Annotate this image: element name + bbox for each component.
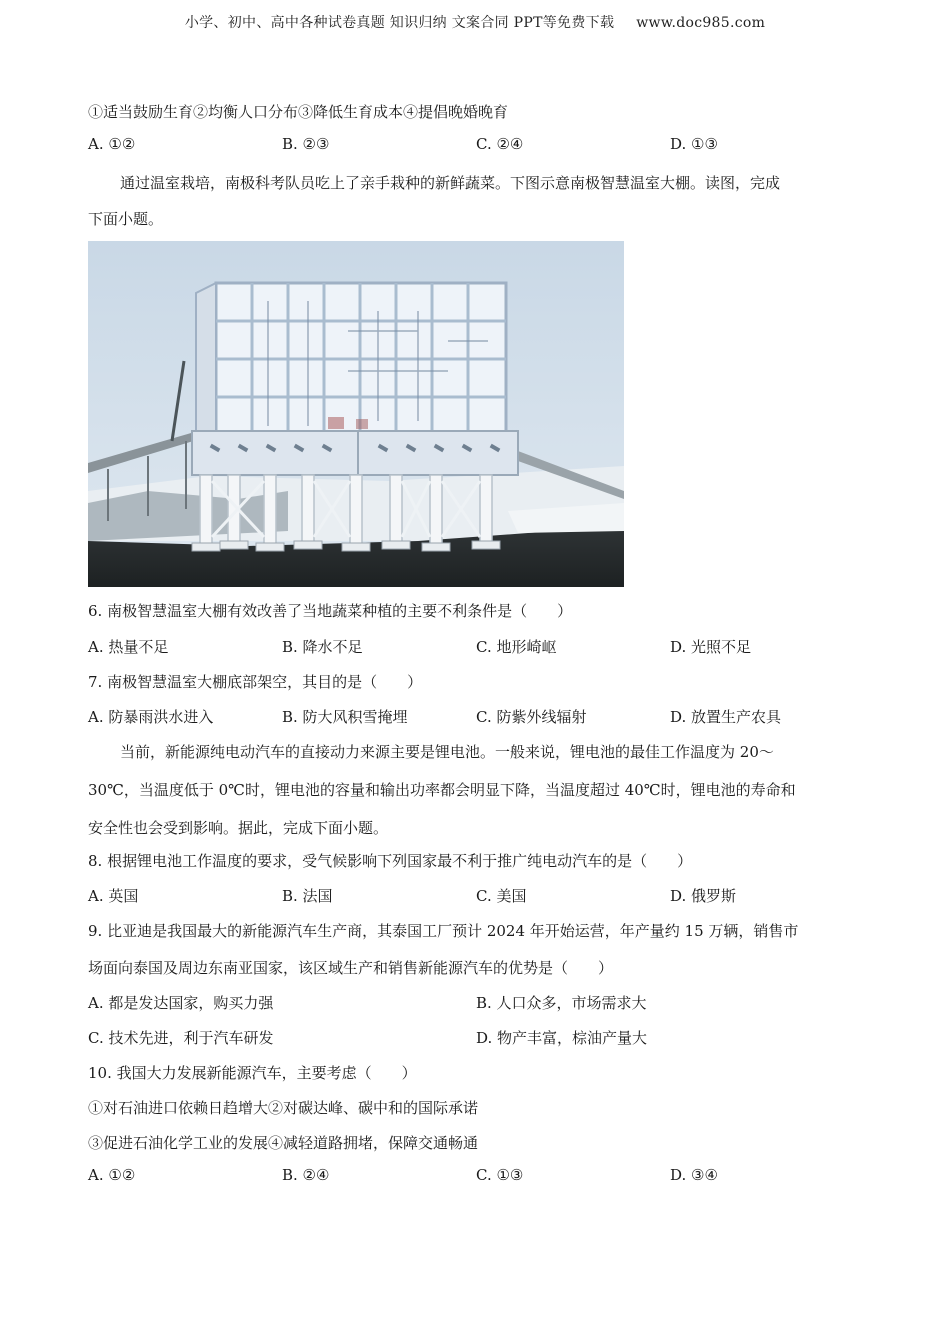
q6-option-d: D. 光照不足: [670, 638, 752, 656]
q6-option-c: C. 地形崎岖: [476, 638, 557, 656]
greenhouse-photo: [88, 241, 624, 587]
q10-option-a: A. ①②: [88, 1166, 136, 1184]
q6-option-b: B. 降水不足: [282, 638, 363, 656]
passage2-line1: 当前，新能源纯电动汽车的直接动力来源主要是锂电池。一般来说，锂电池的最佳工作温度为 20～: [120, 743, 774, 761]
question-6-stem: 6. 南极智慧温室大棚有效改善了当地蔬菜种植的主要不利条件是（ ）: [88, 602, 573, 620]
passage2-line2: 30℃，当温度低于 0℃时，锂电池的容量和输出功率都会明显下降，当温度超过 40℃时，锂电池的寿命和: [88, 781, 796, 799]
q8-option-a: A. 英国: [88, 887, 139, 905]
prev-option-c: C. ②④: [476, 135, 524, 153]
question-8-stem: 8. 根据锂电池工作温度的要求，受气候影响下列国家最不利于推广纯电动汽车的是（ ）: [88, 852, 693, 870]
q9-option-b: B. 人口众多，市场需求大: [476, 994, 647, 1012]
header-text: 小学、初中、高中各种试卷真题 知识归纳 文案合同 PPT等免费下载: [184, 15, 615, 31]
passage2-line3: 安全性也会受到影响。据此，完成下面小题。: [88, 819, 389, 837]
q9-option-a: A. 都是发达国家，购买力强: [88, 994, 274, 1012]
q8-option-c: C. 美国: [476, 887, 527, 905]
q8-option-d: D. 俄罗斯: [670, 887, 737, 905]
q10-statements-line2: ③促进石油化学工业的发展④减轻道路拥堵，保障交通畅通: [88, 1134, 479, 1152]
header-site: www.doc985.com: [636, 15, 766, 31]
question-9-stem-line1: 9. 比亚迪是我国最大的新能源汽车生产商，其泰国工厂预计 2024 年开始运营，年产量约 15 万辆，销售市: [88, 922, 799, 940]
q7-option-d: D. 放置生产农具: [670, 708, 782, 726]
page-header: [0, 12, 950, 32]
q7-option-b: B. 防大风积雪掩埋: [282, 708, 408, 726]
q6-option-a: A. 热量不足: [88, 638, 169, 656]
prev-question-statements: ①适当鼓励生育②均衡人口分布③降低生育成本④提倡晚婚晚育: [88, 103, 509, 121]
question-7-stem: 7. 南极智慧温室大棚底部架空，其目的是（ ）: [88, 673, 423, 691]
question-10-stem: 10. 我国大力发展新能源汽车，主要考虑（ ）: [88, 1064, 417, 1082]
q9-option-d: D. 物产丰富，棕油产量大: [476, 1029, 648, 1047]
q10-option-c: C. ①③: [476, 1166, 524, 1184]
passage1-line1: 通过温室栽培，南极科考队员吃上了亲手栽种的新鲜蔬菜。下图示意南极智慧温室大棚。读图，完成: [120, 174, 781, 192]
prev-option-a: A. ①②: [88, 135, 136, 153]
prev-option-d: D. ①③: [670, 135, 718, 153]
q10-option-b: B. ②④: [282, 1166, 330, 1184]
passage1-line2: 下面小题。: [88, 210, 164, 228]
q10-statements-line1: ①对石油进口依赖日趋增大②对碳达峰、碳中和的国际承诺: [88, 1099, 479, 1117]
question-9-stem-line2: 场面向泰国及周边东南亚国家，该区域生产和销售新能源汽车的优势是（ ）: [88, 959, 614, 977]
q8-option-b: B. 法国: [282, 887, 333, 905]
q7-option-c: C. 防紫外线辐射: [476, 708, 587, 726]
q10-option-d: D. ③④: [670, 1166, 718, 1184]
prev-option-b: B. ②③: [282, 135, 330, 153]
q9-option-c: C. 技术先进，利于汽车研发: [88, 1029, 274, 1047]
q7-option-a: A. 防暴雨洪水进入: [88, 708, 214, 726]
